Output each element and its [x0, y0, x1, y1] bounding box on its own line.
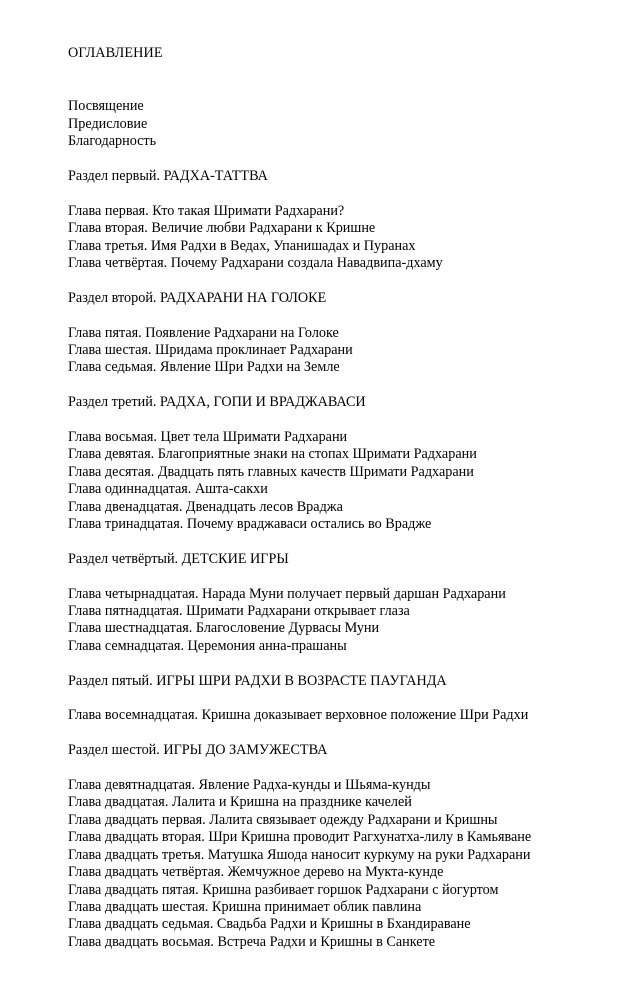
chapter-item[interactable]: Глава пятая. Появление Радхарани на Голоке — [68, 324, 339, 341]
chapter-item[interactable]: Глава седьмая. Явление Шри Радхи на Земле — [68, 359, 340, 376]
chapter-item[interactable]: Глава шестая. Шридама проклинает Радхарани — [68, 342, 353, 359]
section-heading[interactable]: Раздел второй. РАДХАРАНИ НА ГОЛОКЕ — [68, 289, 327, 306]
chapter-item[interactable]: Глава двенадцатая. Двенадцать лесов Враджа — [68, 498, 343, 515]
chapter-item[interactable]: Глава двадцать шестая. Кришна принимает облик павлина — [68, 898, 422, 915]
chapter-item[interactable]: Глава двадцать первая. Лалита связывает одежду Радхарани и Кришны — [68, 811, 498, 828]
chapter-item[interactable]: Глава двадцать четвёртая. Жемчужное дерево на Мукта-кунде — [68, 864, 444, 881]
chapter-item[interactable]: Глава десятая. Двадцать пять главных качеств Шримати Радхарани — [68, 463, 474, 480]
chapter-item[interactable]: Глава четвёртая. Почему Радхарани создала Навадвипа-дхаму — [68, 255, 443, 272]
chapter-item[interactable]: Глава девятнадцатая. Явление Радха-кунды и Шьяма-кунды — [68, 777, 431, 794]
chapter-item[interactable]: Глава восьмая. Цвет тела Шримати Радхарани — [68, 429, 348, 446]
section-5 — [68, 673, 618, 725]
section-heading[interactable]: Раздел третий. РАДХА, ГОПИ И ВРАДЖАВАСИ — [68, 394, 366, 411]
section-4 — [68, 551, 618, 655]
chapter-item[interactable]: Глава первая. Кто такая Шримати Радхарани? — [68, 202, 345, 219]
front-matter-item[interactable]: Предисловие — [68, 115, 148, 132]
table-of-contents — [68, 45, 618, 951]
page-title: ОГЛАВЛЕНИЕ — [68, 45, 163, 61]
front-matter-item[interactable]: Посвящение — [68, 98, 144, 115]
chapter-item[interactable]: Глава восемнадцатая. Кришна доказывает верховное положение Шри Радхи — [68, 707, 529, 724]
chapter-item[interactable]: Глава двадцать вторая. Шри Кришна проводит Рагхунатха-лилу в Камьяване — [68, 829, 532, 846]
chapter-item[interactable]: Глава двадцатая. Лалита и Кришна на празднике качелей — [68, 794, 412, 811]
chapter-item[interactable]: Глава тринадцатая. Почему враджаваси остались во Врадже — [68, 516, 432, 533]
section-heading[interactable]: Раздел пятый. ИГРЫ ШРИ РАДХИ В ВОЗРАСТЕ ПАУГАНДА — [68, 672, 447, 689]
section-3 — [68, 394, 618, 533]
chapter-item[interactable]: Глава двадцать третья. Матушка Яшода наносит куркуму на руки Радхарани — [68, 846, 531, 863]
section-1 — [68, 168, 618, 272]
section-heading[interactable]: Раздел первый. РАДХА-ТАТТВА — [68, 168, 268, 185]
chapter-item[interactable]: Глава двадцать седьмая. Свадьба Радхи и Кришны в Бхандираване — [68, 916, 471, 933]
chapter-item[interactable]: Глава третья. Имя Радхи в Ведах, Упанишадах и Пуранах — [68, 237, 416, 254]
section-6 — [68, 742, 618, 951]
chapter-item[interactable]: Глава семнадцатая. Церемония анна-прашаны — [68, 637, 347, 654]
chapter-item[interactable]: Глава одиннадцатая. Ашта-сакхи — [68, 481, 268, 498]
chapter-item[interactable]: Глава двадцать восьмая. Встреча Радхи и Кришны в Санкете — [68, 933, 436, 950]
section-heading[interactable]: Раздел шестой. ИГРЫ ДО ЗАМУЖЕСТВА — [68, 742, 328, 759]
chapter-item[interactable]: Глава четырнадцатая. Нарада Муни получает первый даршан Радхарани — [68, 585, 506, 602]
chapter-item[interactable]: Глава вторая. Величие любви Радхарани к Кришне — [68, 220, 376, 237]
section-2 — [68, 290, 618, 377]
chapter-item[interactable]: Глава шестнадцатая. Благословение Дурвасы Муни — [68, 620, 380, 637]
chapter-item[interactable]: Глава пятнадцатая. Шримати Радхарани открывает глаза — [68, 603, 410, 620]
chapter-item[interactable]: Глава девятая. Благоприятные знаки на стопах Шримати Радхарани — [68, 446, 477, 463]
front-matter-item[interactable]: Благодарность — [68, 133, 157, 150]
chapter-item[interactable]: Глава двадцать пятая. Кришна разбивает горшок Радхарани с йогуртом — [68, 881, 499, 898]
front-matter-list — [68, 98, 618, 150]
section-heading[interactable]: Раздел четвёртый. ДЕТСКИЕ ИГРЫ — [68, 550, 289, 567]
